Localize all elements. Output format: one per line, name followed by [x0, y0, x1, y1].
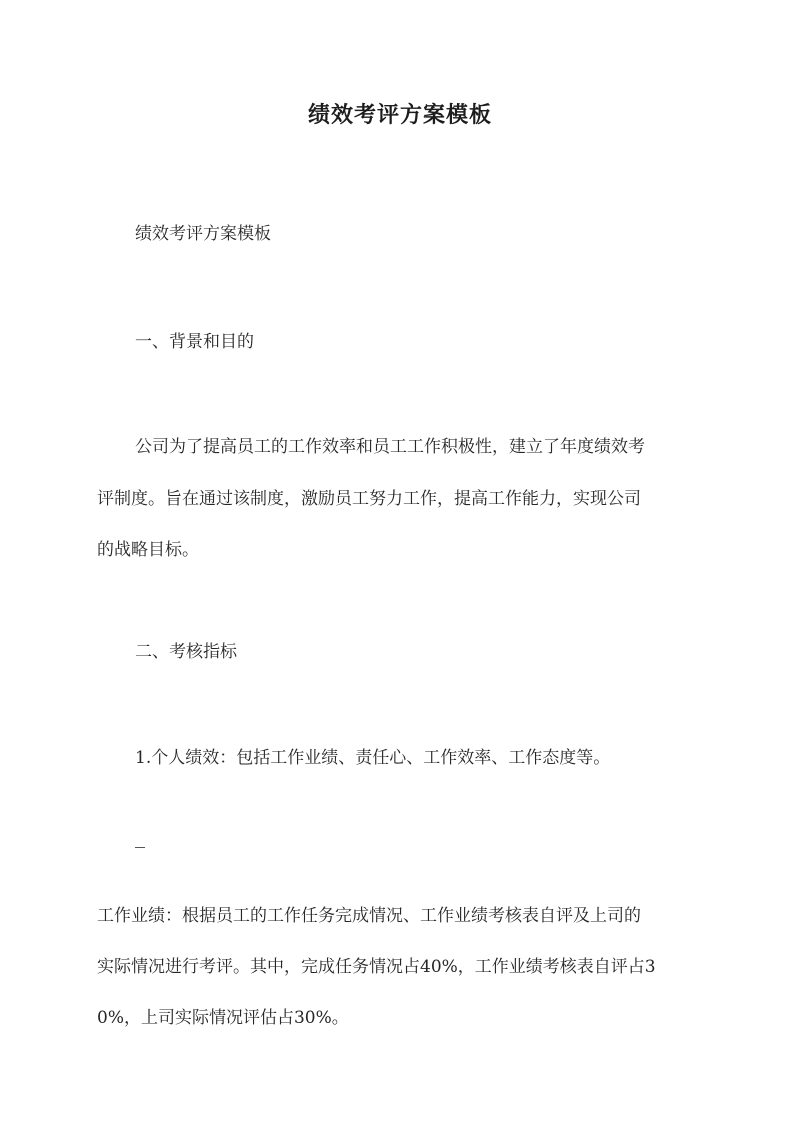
paragraph-line: 公司为了提高员工的工作效率和员工工作积极性，建立了年度绩效考 — [135, 437, 645, 457]
section-heading-indicators: 二、考核指标 — [135, 642, 237, 662]
paragraph-line: 实际情况进行考评。其中，完成任务情况占40%，工作业绩考核表自评占3 — [97, 957, 656, 977]
dash-mark — [135, 847, 145, 848]
document-subtitle: 绩效考评方案模板 — [135, 224, 271, 244]
paragraph-line: 评制度。旨在通过该制度，激励员工努力工作，提高工作能力，实现公司 — [97, 489, 641, 509]
paragraph-line: 的战略目标。 — [97, 540, 199, 560]
paragraph-line: 工作业绩：根据员工的工作任务完成情况、工作业绩考核表自评及上司的 — [97, 906, 641, 926]
section-heading-background: 一、背景和目的 — [135, 332, 254, 352]
paragraph-line: 0%，上司实际情况评估占30%。 — [97, 1008, 349, 1028]
list-item-personal-performance: 1.个人绩效：包括工作业绩、责任心、工作效率、工作态度等。 — [135, 748, 611, 768]
document-title: 绩效考评方案模板 — [307, 102, 492, 128]
